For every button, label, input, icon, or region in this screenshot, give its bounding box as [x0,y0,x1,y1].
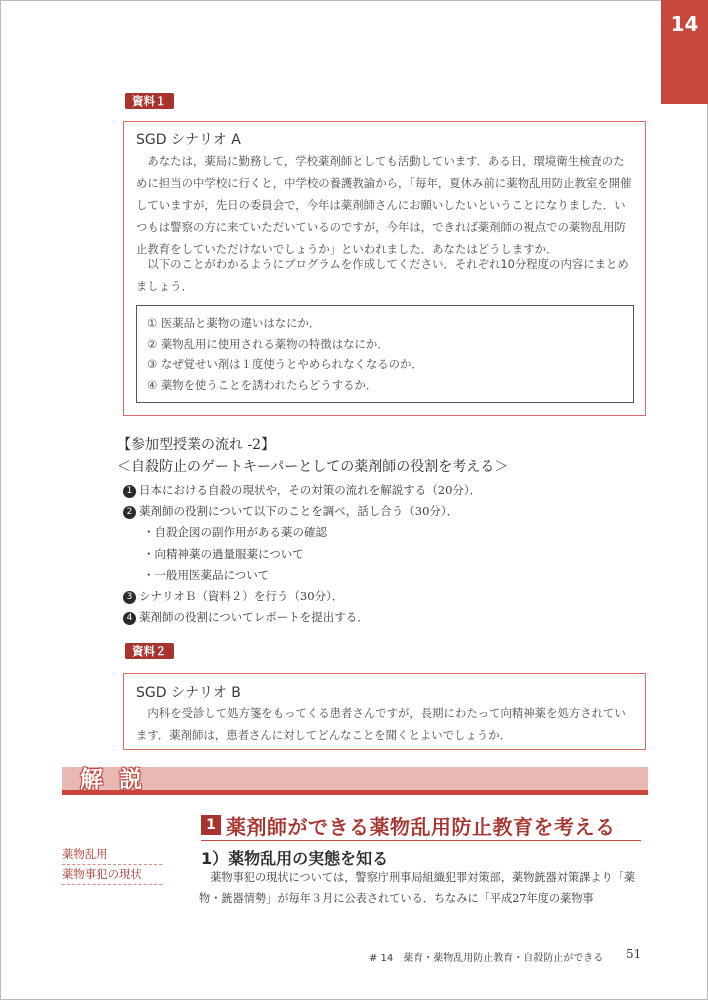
scenario-a-box [123,121,646,416]
chapter-tab: 14 [661,0,708,104]
scenario-b-box [123,673,646,750]
flow-substep: ・一般用医薬品について [143,567,270,582]
subsection-title: 1）薬物乱用の実態を知る [201,849,389,868]
flow-substep: ・向精神薬の過量服薬について [143,546,304,561]
flow-step [123,607,643,628]
flow-subtitle: ＜自殺防止のゲートキーパーとしての薬剤師の役割を考える＞ [117,459,509,475]
question-item: ③ なぜ覚せい剤は１度使うとやめられなくなるのか． [147,357,423,371]
scenario-b-title: SGD シナリオ B [136,685,241,701]
running-footer: # 14 薬育・薬物乱用防止教育・自殺防止ができる [369,953,604,964]
step-number-badge: 1 [123,485,136,498]
step-number-badge: 4 [123,612,136,625]
step-number-badge: 3 [123,591,136,604]
flow-title: 【参加型授業の流れ -2】 [117,437,276,453]
flow-list [123,480,643,628]
scenario-b-body: 内科を受診して処方箋をもってくる患者さんですが，長期にわたって向精神薬を処方されています．薬剤師は，患者さんに対してどんなことを聞くとよいでしょうか． [136,706,626,742]
scenario-a-instruction: 以下のことがわかるようにプログラムを作成してください．それぞれ10分程度の内容にまとめましょう． [136,257,629,293]
question-item: ① 医薬品と薬物の違いはなにか． [147,316,321,330]
flow-step [123,586,643,607]
scenario-a-title: SGD シナリオ A [136,132,241,148]
resource2-label: 資料２ [125,643,174,659]
question-box [136,305,634,403]
margin-keyword: 薬物事犯の現状 [62,866,162,885]
commentary-heading: 解説 [80,767,158,793]
flow-step-text: 薬剤師の役割についてレポートを提出する． [139,610,369,625]
flow-step-text: 日本における自殺の現状や，その対策の流れを解説する（20分）． [139,483,482,497]
page-number: 51 [626,947,642,961]
resource1-label: 資料１ [125,93,174,109]
section-number-badge: 1 [201,815,221,835]
margin-keyword: 薬物乱用 [62,846,162,865]
question-item: ④ 薬物を使うことを誘われたらどうするか． [147,377,378,392]
commentary-body: 薬物事犯の現状については，警察庁刑事局組織犯罪対策部，薬物銃器対策課より「薬物・銃器情勢」が毎年３月に公表されている．ちなみに「平成27年度の薬物事 [199,871,636,905]
question-list [147,313,423,395]
section-title: 薬剤師ができる薬物乱用防止教育を考える [226,815,616,839]
flow-step-text: 薬剤師の役割について以下のことを調べ，話し合う（30分）． [139,504,459,519]
question-item: ② 薬物乱用に使用される薬物の特徴はなにか． [147,336,389,351]
step-number-badge: 2 [123,506,136,519]
scenario-a-body: あなたは，薬局に勤務して，学校薬剤師としても活動しています．ある日，環境衛生検査のために担当の中学校に行くと，中学校の養護教諭から，「毎年，夏休み前に薬物乱用防止教室を開催していますが，先日の委員会で，今年は薬剤師さんにお願いしたいということになりました．いつもは警察の方に来ていただいているのですが，今年は，できれば薬剤師の視点での薬物乱用防止教育をしていただけないでしょうか」といわれました．あなたはどうしますか． [136,154,632,256]
flow-substep: ・自殺企図の副作用がある薬の確認 [143,525,327,540]
flow-step [123,480,643,501]
flow-step-text: シナリオＢ（資料２）を行う（30分）． [139,589,344,604]
flow-step [123,501,643,522]
section-heading [201,811,641,841]
